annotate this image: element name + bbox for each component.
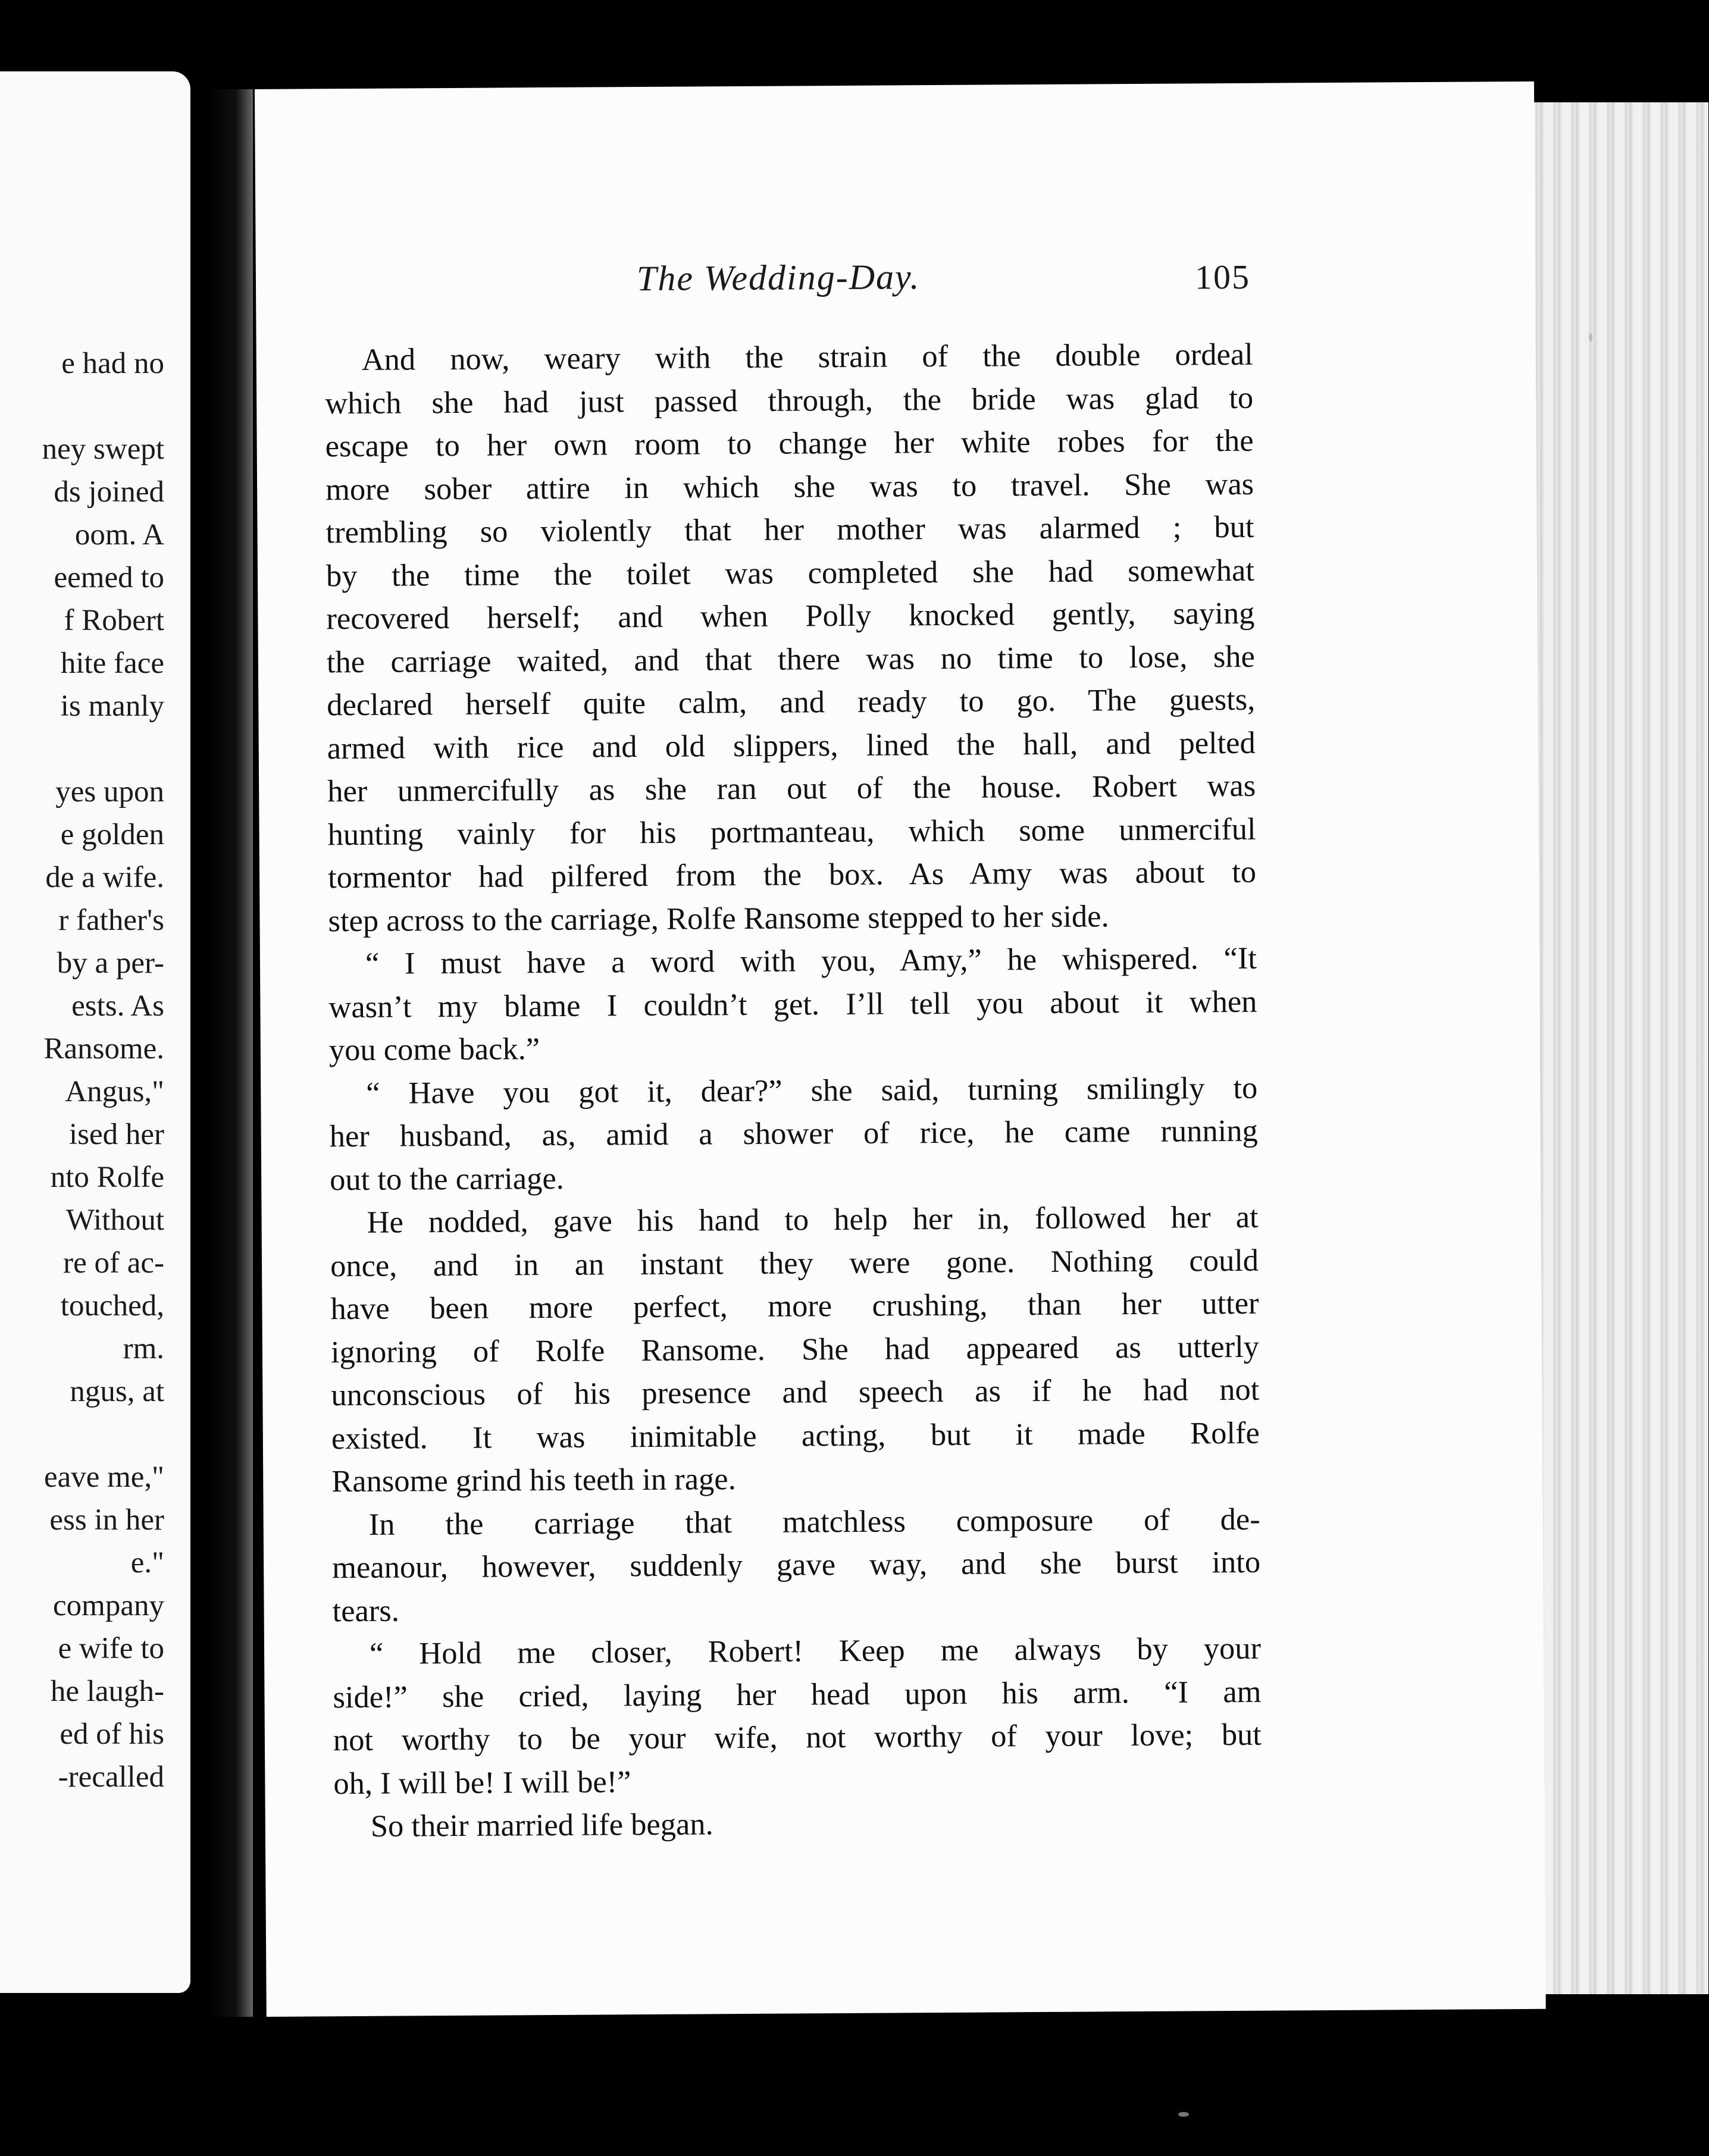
text-line: meanour, however, suddenly gave way, and she burst into [332, 1544, 1261, 1585]
text-line: “ Have you got it, dear?” she said, turning smilingly to [366, 1070, 1258, 1111]
text-line: which she had just passed through, the bride was glad to [325, 380, 1254, 421]
paragraph [330, 1196, 1260, 1503]
text-line: tears. [332, 1593, 400, 1628]
dust-speck [1589, 333, 1592, 341]
previous-page-line: e had no [61, 347, 164, 380]
previous-page-line: rm. [123, 1332, 164, 1365]
text-line: tormentor had pilfered from the box. As Amy was about to [327, 854, 1257, 895]
page-body [325, 333, 1262, 1848]
text-line: step across to the carriage, Rolfe Ransome stepped to her side. [328, 898, 1109, 938]
previous-page-line: hite face [60, 647, 164, 680]
paragraph [329, 1066, 1258, 1201]
previous-page-line: ney swept [42, 433, 164, 466]
text-line: once, and in an instant they were gone. Nothing could [330, 1243, 1259, 1283]
previous-page-text [0, 342, 164, 1798]
previous-page-line: nto Rolfe [50, 1161, 164, 1194]
previous-page-line: e." [130, 1546, 164, 1580]
text-line: have been more perfect, more crushing, than her utter [330, 1286, 1259, 1327]
paragraph [328, 937, 1257, 1072]
previous-page-line: f Robert [64, 604, 164, 637]
previous-page-line: eave me," [43, 1461, 164, 1494]
previous-page-line: ngus, at [70, 1375, 164, 1408]
previous-page-line: e wife to [58, 1632, 164, 1665]
running-head [256, 253, 1536, 320]
text-line: her husband, as, amid a shower of rice, he came running [329, 1113, 1258, 1154]
text-line: more sober attire in which she was to travel. She was [325, 466, 1254, 507]
dust-speck [1178, 2112, 1189, 2117]
previous-page-line [0, 728, 164, 770]
paragraph [333, 1627, 1262, 1806]
text-line: “ Hold me closer, Robert! Keep me always by your [369, 1631, 1262, 1671]
previous-page-line: -recalled [58, 1760, 164, 1794]
text-line: you come back.” [328, 1032, 540, 1068]
text-line: wasn’t my blame I couldn’t get. I’ll tell you about it when [328, 984, 1257, 1024]
previous-page-line: Without [65, 1204, 164, 1237]
paragraph [332, 1497, 1261, 1632]
previous-page-line: ds joined [54, 475, 164, 509]
text-line: Ransome grind his teeth in rage. [331, 1462, 736, 1499]
page-number: 105 [1194, 257, 1251, 297]
text-line: side!” she cried, laying her head upon his arm. “I am [333, 1674, 1262, 1715]
text-line: her unmercifully as she ran out of the house. Robert was [327, 768, 1256, 809]
previous-page-line: touched, [60, 1289, 164, 1323]
previous-page-line: ests. As [71, 989, 164, 1023]
running-title: The Wedding-Day. [636, 257, 921, 299]
text-line: the carriage waited, and that there was no time to lose, she [326, 639, 1256, 679]
paragraph [325, 333, 1257, 943]
previous-page-line: re of ac- [63, 1246, 164, 1280]
text-line: out to the carriage. [330, 1161, 564, 1197]
text-line: He nodded, gave his hand to help her in, followed her at [367, 1199, 1259, 1240]
text-line: In the carriage that matchless composure of de- [368, 1502, 1260, 1542]
text-line: escape to her own room to change her white robes for the [325, 423, 1254, 464]
previous-page-line: e golden [60, 818, 164, 851]
book-gutter [211, 89, 253, 2017]
previous-page-line: Ransome. [43, 1032, 164, 1066]
text-line: armed with rice and old slippers, lined the hall, and pelted [327, 725, 1256, 766]
previous-page-line: eemed to [54, 561, 164, 594]
text-line: oh, I will be! I will be!” [333, 1764, 631, 1801]
previous-page-line: oom. A [74, 518, 164, 551]
text-line: And now, weary with the strain of the double ordeal [361, 337, 1253, 377]
text-line: by the time the toilet was completed she had somewhat [325, 553, 1255, 593]
previous-page-line: by a per- [57, 947, 164, 980]
previous-page-line: ised her [68, 1118, 164, 1151]
text-line: recovered herself; and when Polly knocked gently, saying [326, 596, 1255, 637]
previous-page-line [0, 385, 164, 428]
text-line: declared herself quite calm, and ready to go. The guests, [327, 682, 1256, 723]
previous-page-line: ess in her [49, 1503, 164, 1537]
text-line: So their married life began. [370, 1807, 713, 1844]
previous-page-line: is manly [60, 690, 164, 723]
text-line: “ I must have a word with you, Amy,” he whispered. “It [365, 941, 1257, 981]
text-line: not worthy to be your wife, not worthy of your love; but [333, 1717, 1262, 1758]
current-page [255, 82, 1546, 2017]
paragraph [334, 1800, 1262, 1848]
text-line: hunting vainly for his portmanteau, which some unmerciful [327, 811, 1256, 852]
text-line: unconscious of his presence and speech as if he had not [331, 1372, 1260, 1413]
previous-page-line: company [53, 1589, 164, 1622]
previous-page-line: ed of his [60, 1718, 164, 1751]
previous-page-line: he laugh- [50, 1675, 164, 1708]
text-line: trembling so violently that her mother was alarmed ; but [325, 509, 1254, 550]
previous-page-line [0, 1413, 164, 1456]
text-line: ignoring of Rolfe Ransome. She had appeared as utterly [330, 1329, 1260, 1370]
previous-page-line: r father's [58, 904, 164, 937]
previous-page-line: de a wife. [45, 861, 164, 894]
previous-page [0, 71, 190, 1993]
previous-page-line: Angus," [65, 1075, 164, 1108]
text-line: existed. It was inimitable acting, but it made Rolfe [331, 1415, 1260, 1456]
previous-page-line: yes upon [55, 775, 164, 808]
